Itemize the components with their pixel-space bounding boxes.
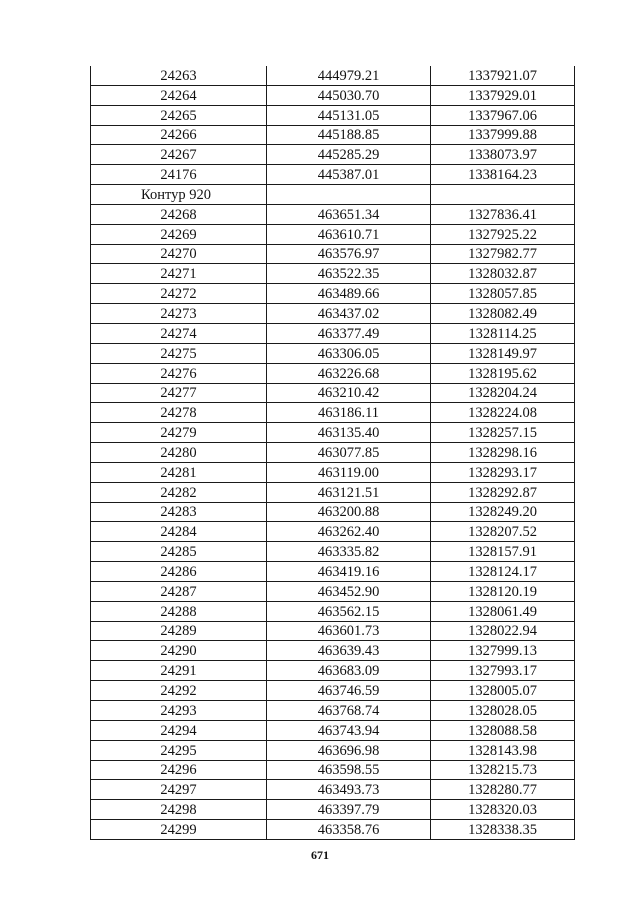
point-number-cell: 24266 — [91, 125, 267, 145]
x-coordinate-cell: 463262.40 — [267, 522, 431, 542]
point-number-cell: 24273 — [91, 304, 267, 324]
x-coordinate-cell: 463489.66 — [267, 284, 431, 304]
point-number-cell: 24267 — [91, 145, 267, 165]
y-coordinate-cell: 1327993.17 — [431, 661, 575, 681]
point-number-cell: 24295 — [91, 740, 267, 760]
x-coordinate-cell: 463651.34 — [267, 204, 431, 224]
point-number-cell: 24276 — [91, 363, 267, 383]
y-coordinate-cell: 1328005.07 — [431, 681, 575, 701]
coordinates-table — [90, 66, 575, 840]
point-number-cell: 24293 — [91, 701, 267, 721]
x-coordinate-cell: 445387.01 — [267, 165, 431, 185]
y-coordinate-cell: 1338073.97 — [431, 145, 575, 165]
y-coordinate-cell: 1328280.77 — [431, 780, 575, 800]
point-number-cell: 24277 — [91, 383, 267, 403]
table-row — [91, 681, 575, 701]
point-number-cell: 24280 — [91, 443, 267, 463]
x-coordinate-cell: 463746.59 — [267, 681, 431, 701]
point-number-cell: 24292 — [91, 681, 267, 701]
point-number-cell: 24271 — [91, 264, 267, 284]
y-coordinate-cell: 1328249.20 — [431, 502, 575, 522]
x-coordinate-cell: 463683.09 — [267, 661, 431, 681]
point-number-cell: 24279 — [91, 423, 267, 443]
x-coordinate-cell: 463601.73 — [267, 621, 431, 641]
table-row — [91, 165, 575, 185]
table-row — [91, 363, 575, 383]
point-number-cell: 24289 — [91, 621, 267, 641]
point-number-cell: 24291 — [91, 661, 267, 681]
table-row — [91, 423, 575, 443]
y-coordinate-cell: 1327925.22 — [431, 224, 575, 244]
x-coordinate-cell: 463335.82 — [267, 542, 431, 562]
y-coordinate-cell: 1337921.07 — [431, 66, 575, 85]
point-number-cell: 24270 — [91, 244, 267, 264]
point-number-cell: 24274 — [91, 323, 267, 343]
x-coordinate-cell: 463610.71 — [267, 224, 431, 244]
y-coordinate-cell: 1328114.25 — [431, 323, 575, 343]
x-coordinate-cell: 445188.85 — [267, 125, 431, 145]
y-coordinate-cell: 1328124.17 — [431, 562, 575, 582]
x-coordinate-cell: 463522.35 — [267, 264, 431, 284]
y-coordinate-cell: 1328298.16 — [431, 443, 575, 463]
x-coordinate-cell: 463419.16 — [267, 562, 431, 582]
point-number-cell: 24269 — [91, 224, 267, 244]
point-number-cell: 24283 — [91, 502, 267, 522]
y-coordinate-cell: 1328032.87 — [431, 264, 575, 284]
y-coordinate-cell: 1328292.87 — [431, 482, 575, 502]
x-coordinate-cell: 463743.94 — [267, 720, 431, 740]
x-coordinate-cell: 445030.70 — [267, 85, 431, 105]
x-coordinate-cell: 463452.90 — [267, 581, 431, 601]
x-coordinate-cell: 444979.21 — [267, 66, 431, 85]
point-number-cell: 24272 — [91, 284, 267, 304]
x-coordinate-cell: 463135.40 — [267, 423, 431, 443]
point-number-cell: 24296 — [91, 760, 267, 780]
point-number-cell: 24281 — [91, 462, 267, 482]
table-row — [91, 800, 575, 820]
point-number-cell: 24284 — [91, 522, 267, 542]
y-coordinate-cell: 1328082.49 — [431, 304, 575, 324]
point-number-cell: 24278 — [91, 403, 267, 423]
contour-label: Контур 920 — [91, 185, 267, 205]
table-row — [91, 383, 575, 403]
x-coordinate-cell: 445131.05 — [267, 105, 431, 125]
point-number-cell: 24263 — [91, 66, 267, 85]
table-row — [91, 343, 575, 363]
y-coordinate-cell: 1328338.35 — [431, 820, 575, 840]
table-row — [91, 244, 575, 264]
point-number-cell: 24275 — [91, 343, 267, 363]
y-coordinate-cell: 1328204.24 — [431, 383, 575, 403]
x-coordinate-cell: 463576.97 — [267, 244, 431, 264]
x-coordinate-cell: 463186.11 — [267, 403, 431, 423]
y-coordinate-cell: 1328057.85 — [431, 284, 575, 304]
point-number-cell: 24299 — [91, 820, 267, 840]
y-coordinate-cell: 1328257.15 — [431, 423, 575, 443]
table-row — [91, 601, 575, 621]
x-coordinate-cell: 463639.43 — [267, 641, 431, 661]
table-row — [91, 581, 575, 601]
table-row — [91, 284, 575, 304]
y-coordinate-cell: 1337967.06 — [431, 105, 575, 125]
y-coordinate-cell: 1328157.91 — [431, 542, 575, 562]
x-coordinate-cell: 463397.79 — [267, 800, 431, 820]
x-coordinate-cell: 463437.02 — [267, 304, 431, 324]
coordinates-table-body — [91, 66, 575, 839]
x-coordinate-cell: 463226.68 — [267, 363, 431, 383]
y-coordinate-cell: 1328028.05 — [431, 701, 575, 721]
table-row — [91, 502, 575, 522]
y-coordinate-cell: 1328149.97 — [431, 343, 575, 363]
table-row — [91, 66, 575, 85]
empty-cell — [267, 185, 431, 205]
point-number-cell: 24268 — [91, 204, 267, 224]
y-coordinate-cell: 1328061.49 — [431, 601, 575, 621]
x-coordinate-cell: 463200.88 — [267, 502, 431, 522]
table-row — [91, 482, 575, 502]
y-coordinate-cell: 1337999.88 — [431, 125, 575, 145]
table-row — [91, 403, 575, 423]
y-coordinate-cell: 1327982.77 — [431, 244, 575, 264]
x-coordinate-cell: 463358.76 — [267, 820, 431, 840]
table-row — [91, 264, 575, 284]
y-coordinate-cell: 1328215.73 — [431, 760, 575, 780]
table-row — [91, 820, 575, 840]
x-coordinate-cell: 463119.00 — [267, 462, 431, 482]
x-coordinate-cell: 463377.49 — [267, 323, 431, 343]
contour-header-row — [91, 185, 575, 205]
point-number-cell: 24287 — [91, 581, 267, 601]
y-coordinate-cell: 1337929.01 — [431, 85, 575, 105]
point-number-cell: 24290 — [91, 641, 267, 661]
x-coordinate-cell: 463210.42 — [267, 383, 431, 403]
y-coordinate-cell: 1328207.52 — [431, 522, 575, 542]
table-row — [91, 740, 575, 760]
table-row — [91, 323, 575, 343]
table-row — [91, 145, 575, 165]
table-row — [91, 621, 575, 641]
point-number-cell: 24176 — [91, 165, 267, 185]
point-number-cell: 24298 — [91, 800, 267, 820]
point-number-cell: 24297 — [91, 780, 267, 800]
table-row — [91, 462, 575, 482]
y-coordinate-cell: 1327999.13 — [431, 641, 575, 661]
x-coordinate-cell: 445285.29 — [267, 145, 431, 165]
y-coordinate-cell: 1327836.41 — [431, 204, 575, 224]
y-coordinate-cell: 1328293.17 — [431, 462, 575, 482]
table-row — [91, 443, 575, 463]
table-row — [91, 125, 575, 145]
page-number: 671 — [311, 848, 329, 862]
point-number-cell: 24265 — [91, 105, 267, 125]
table-row — [91, 780, 575, 800]
table-row — [91, 562, 575, 582]
table-row — [91, 641, 575, 661]
x-coordinate-cell: 463768.74 — [267, 701, 431, 721]
x-coordinate-cell: 463696.98 — [267, 740, 431, 760]
x-coordinate-cell: 463121.51 — [267, 482, 431, 502]
x-coordinate-cell: 463598.55 — [267, 760, 431, 780]
table-row — [91, 542, 575, 562]
point-number-cell: 24264 — [91, 85, 267, 105]
table-row — [91, 304, 575, 324]
table-row — [91, 522, 575, 542]
y-coordinate-cell: 1338164.23 — [431, 165, 575, 185]
x-coordinate-cell: 463562.15 — [267, 601, 431, 621]
y-coordinate-cell: 1328088.58 — [431, 720, 575, 740]
y-coordinate-cell: 1328120.19 — [431, 581, 575, 601]
empty-cell — [431, 185, 575, 205]
table-row — [91, 720, 575, 740]
table-row — [91, 760, 575, 780]
point-number-cell: 24285 — [91, 542, 267, 562]
y-coordinate-cell: 1328320.03 — [431, 800, 575, 820]
point-number-cell: 24286 — [91, 562, 267, 582]
x-coordinate-cell: 463493.73 — [267, 780, 431, 800]
table-row — [91, 224, 575, 244]
y-coordinate-cell: 1328224.08 — [431, 403, 575, 423]
table-row — [91, 105, 575, 125]
x-coordinate-cell: 463077.85 — [267, 443, 431, 463]
y-coordinate-cell: 1328143.98 — [431, 740, 575, 760]
table-row — [91, 85, 575, 105]
point-number-cell: 24294 — [91, 720, 267, 740]
table-row — [91, 204, 575, 224]
point-number-cell: 24288 — [91, 601, 267, 621]
x-coordinate-cell: 463306.05 — [267, 343, 431, 363]
y-coordinate-cell: 1328022.94 — [431, 621, 575, 641]
table-row — [91, 701, 575, 721]
y-coordinate-cell: 1328195.62 — [431, 363, 575, 383]
point-number-cell: 24282 — [91, 482, 267, 502]
table-row — [91, 661, 575, 681]
